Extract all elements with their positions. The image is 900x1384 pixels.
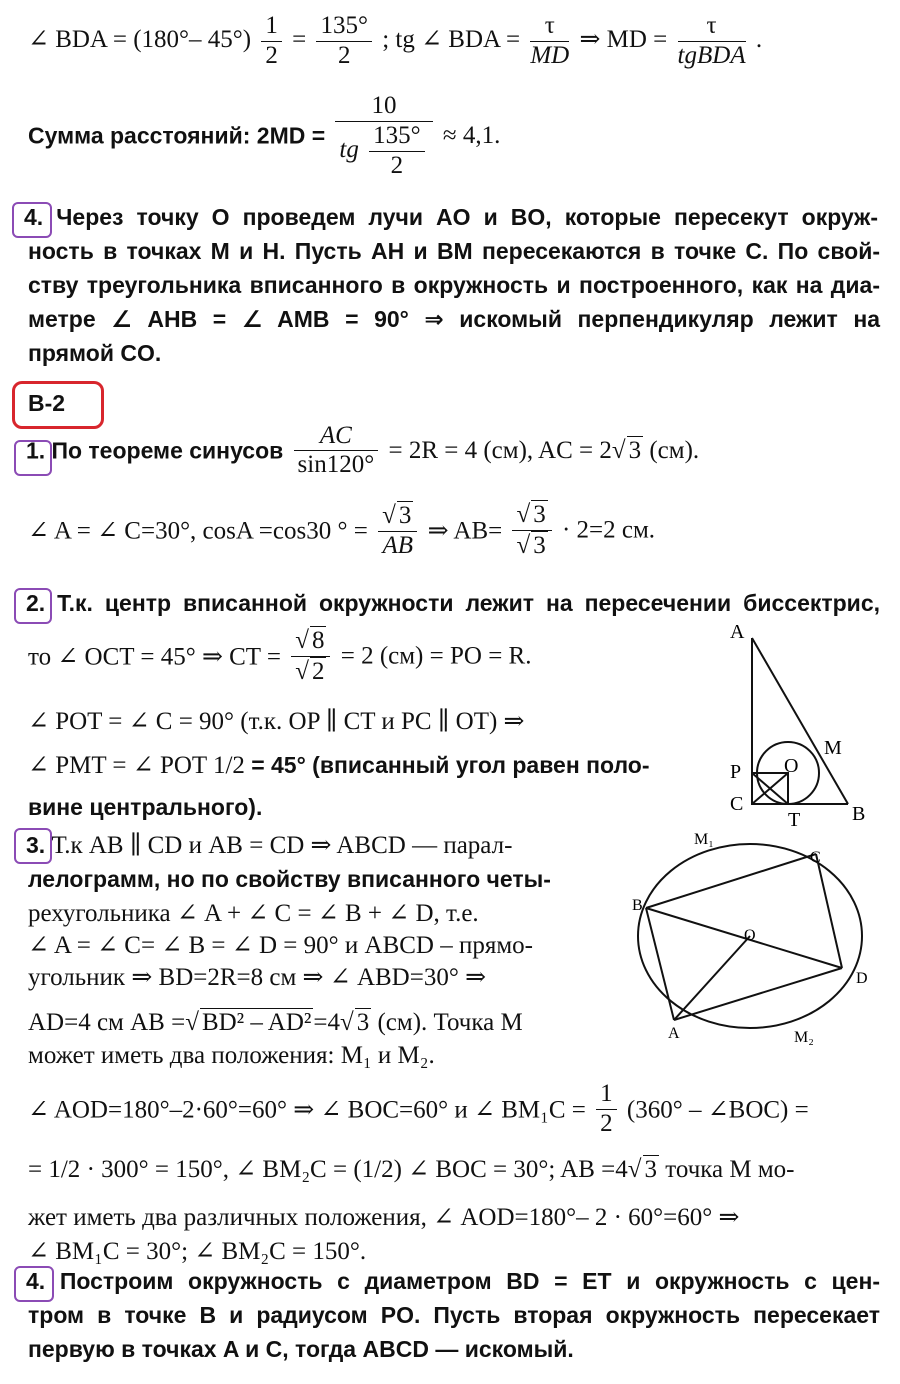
a4-line-3: ству треугольника вписанного в окружность и построенного, как на диа-	[28, 272, 880, 298]
num: √ 3	[378, 501, 417, 532]
fraction-sqrt8-sqrt2	[291, 626, 330, 687]
text: ⇒ MD =	[579, 25, 668, 53]
text: · 300° = 150°, ∠ BM₂C = (1/2) ∠ BOC = 30°; AB =4	[86, 1156, 628, 1183]
fraction-135	[316, 12, 372, 71]
label-A: A	[730, 621, 745, 643]
den: sin120°	[297, 451, 375, 478]
label-C: C	[810, 849, 821, 866]
text: ∠ AOD=180°–2·60°=60° ⇒ ∠ BOC=60° и ∠ BM₁C =	[28, 1096, 586, 1124]
num: τ	[678, 12, 746, 42]
s3-line-8	[28, 1080, 809, 1139]
text: то ∠ OCT = 45° ⇒ CT =	[28, 643, 281, 671]
badge-number: 3.	[26, 832, 46, 858]
a4-line-5: прямой CO.	[28, 340, 162, 366]
den: tgBDA	[677, 42, 746, 70]
sqrt: 2	[311, 657, 325, 685]
sqrt: 3	[398, 501, 412, 529]
s3-line-5: угольник ⇒ BD=2R=8 см ⇒ ∠ ABD=30° ⇒	[28, 964, 487, 991]
variant-label: В-2	[28, 390, 66, 416]
text: ; tg ∠ BDA =	[382, 25, 521, 53]
s3-line-3: рехугольника ∠ A + ∠ C = ∠ B + ∠ D, т.е.	[28, 900, 479, 927]
text: (см).	[649, 436, 700, 464]
sqrt-3: 3	[356, 1009, 370, 1036]
s2-line-1	[26, 590, 880, 617]
den: AB	[382, 531, 413, 559]
label-C: C	[730, 793, 744, 815]
s3-line-6: AD=4 см AB =√ BD² – AD²=4√ 3 (см). Точка M	[28, 1009, 523, 1036]
badge-number: 1.	[26, 437, 46, 464]
num: √ 8	[291, 626, 330, 657]
badge-number: 4.	[24, 204, 44, 230]
den: 2	[337, 41, 351, 69]
s3-line-9: = 1/2 · 300° = 150°, ∠ BM₂C = (1/2) ∠ BOC = 30°; AB =4√ 3 точка M мо-	[28, 1156, 795, 1183]
num: τ	[530, 12, 569, 42]
text: Т.к. центр вписанной окружности лежит на пересечении биссектрис,	[57, 590, 881, 616]
text: = 2R = 4 (см), AC = 2	[388, 436, 612, 464]
s3-line-2: лелограмм, но по свойству вписанного четы-	[28, 866, 551, 892]
s3-line-4: ∠ A = ∠ C= ∠ B = ∠ D = 90° и ABCD – прямо-	[28, 932, 533, 959]
half: 1/2	[48, 1156, 81, 1183]
label-P: P	[730, 761, 742, 783]
num: √ 3	[512, 500, 551, 531]
den: MD	[530, 42, 570, 70]
fraction-tau-md	[530, 12, 569, 70]
label-B: B	[632, 897, 643, 914]
den: 2	[600, 1109, 613, 1137]
num: 1	[261, 12, 282, 42]
tg: tg	[339, 135, 359, 163]
s4-line-2: тром в точке B и радиусом PO. Пусть вторая окружность пересекает	[28, 1302, 880, 1328]
fraction-tau-tgbda	[678, 12, 746, 70]
text: Т.к AB ∥ CD и AB = CD ⇒ ABCD — парал-	[51, 832, 513, 859]
label-T: T	[788, 809, 801, 829]
text: ≈ 4,1.	[442, 122, 501, 150]
text: Через точку O проведем лучи AO и BO, которые пересекут окруж-	[56, 204, 878, 230]
fraction-ac-sin	[294, 422, 379, 480]
a4-line-4: метре ∠ AHB = ∠ AMB = 90° ⇒ искомый перпендикуляр лежит на	[28, 306, 880, 332]
s1-line-2	[28, 500, 655, 561]
fraction-10-over-tg	[335, 92, 432, 180]
s2-line-5: вине центрального).	[28, 794, 263, 820]
half: 1/2	[212, 752, 245, 779]
formula-line-bda	[28, 12, 762, 71]
fraction-half-2	[596, 1080, 617, 1139]
badge-number: 4.	[26, 1268, 46, 1294]
s2-line-2	[28, 626, 531, 687]
sqrt-3: 3	[644, 1156, 657, 1183]
fraction-sqrt3-ab	[378, 501, 417, 560]
den: √ 3	[516, 531, 546, 559]
figure-circle-rectangle	[630, 828, 890, 1048]
s3-line-10: жет иметь два различных положения, ∠ AOD=180°– 2 · 60°=60° ⇒	[28, 1204, 740, 1231]
sqrt-3: 3	[628, 437, 642, 465]
fraction-sqrt3-sqrt3	[512, 500, 551, 561]
text: (см). Точка M	[377, 1009, 523, 1036]
den: 2	[265, 41, 278, 69]
text: По теореме синусов	[51, 437, 284, 464]
num: 10	[335, 92, 432, 122]
text: Сумма расстояний: 2MD =	[28, 122, 326, 149]
label-M2: M₂	[794, 1029, 814, 1046]
den: √ 2	[295, 657, 325, 685]
s3-line-1	[26, 830, 512, 860]
text: ∠ A = ∠ C=30°, cosA =cos30 ° =	[28, 517, 368, 545]
s2-line-4	[28, 750, 650, 780]
sqrt: 3	[533, 531, 546, 559]
a4-line-1	[24, 204, 878, 231]
text: ∠ BDA = (180°– 45°)	[28, 25, 252, 53]
num: 135°	[369, 122, 425, 152]
sqrt-bd-ad: BD² – AD²	[201, 1009, 312, 1036]
den	[335, 122, 432, 181]
label-D: D	[856, 970, 868, 987]
s4-line-3: первую в точках A и C, тогда ABCD — искомый.	[28, 1336, 574, 1362]
s3-line-7: может иметь два положения: M₁ и M₂.	[28, 1042, 435, 1069]
text: = 45° (вписанный угол равен поло-	[251, 752, 650, 778]
formula-line-sum	[28, 92, 500, 180]
text: (360° – ∠BOC) =	[626, 1096, 809, 1124]
fraction-half	[261, 12, 282, 71]
sqrt: 8	[311, 627, 325, 654]
s2-line-3: ∠ POT = ∠ C = 90° (т.к. OP ∥ CT и PC ∥ OT) ⇒	[28, 708, 525, 735]
text: =	[28, 1156, 43, 1183]
label-O: O	[784, 755, 799, 777]
label-A: A	[668, 1025, 680, 1042]
s4-line-1	[26, 1268, 880, 1295]
figure-triangle	[728, 614, 888, 829]
s1-line-1: 1. По теореме синусов $\frac{AC}{\sin 120^\circ}$ = 2R = 4 (см), AC = 2√ 3 (см).	[26, 422, 700, 478]
text: =4	[313, 1009, 340, 1036]
text: · 2=2 см.	[561, 516, 656, 544]
badge-number: 2.	[26, 590, 46, 616]
num: AC	[294, 422, 379, 451]
text: AD=4 см AB =	[28, 1009, 186, 1036]
text: Построим окружность с диаметром BD = ET и окружность с цен-	[59, 1268, 880, 1294]
text: точка M мо-	[665, 1156, 795, 1183]
text: =	[292, 25, 307, 53]
fraction-135-inner	[369, 122, 425, 181]
text: ∠ PMT = ∠ POT	[28, 752, 207, 779]
num: 1	[596, 1080, 617, 1110]
text: .	[755, 25, 763, 53]
label-M: M	[824, 737, 842, 759]
s3-line-11: ∠ BM₁C = 30°; ∠ BM₂C = 150°.	[28, 1238, 367, 1265]
text: ⇒ AB=	[427, 517, 503, 545]
label-O: O	[744, 927, 756, 944]
den: 2	[390, 151, 404, 179]
label-B: B	[852, 803, 866, 825]
a4-line-2: ность в точках M и H. Пусть AH и BM пересекаются в точке C. По свой-	[28, 238, 880, 264]
text: = 2 (см) = PO = R.	[340, 642, 532, 670]
label-M1: M₁	[694, 831, 714, 848]
sqrt: 3	[533, 501, 546, 528]
num: 135°	[316, 12, 372, 42]
